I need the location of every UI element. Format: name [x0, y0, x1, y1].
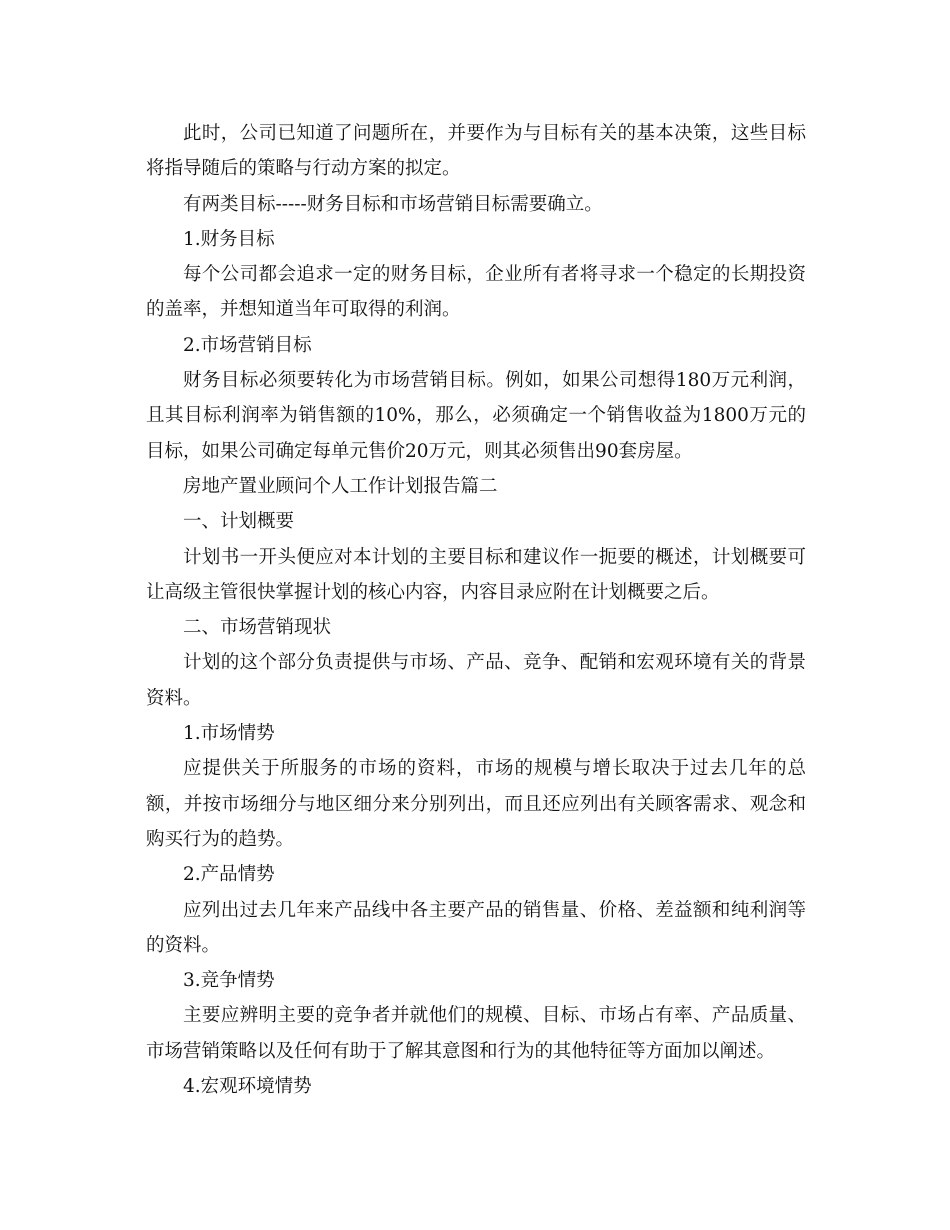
- heading-macro-environment: 4.宏观环境情势: [183, 1076, 312, 1098]
- paragraph-plan-summary: 计划书一开头便应对本计划的主要目标和建议作一扼要的概述，计划概要可让高级主管很快掌握计划的核心内容，内容目录应附在计划概要之后。: [146, 546, 806, 603]
- heading-market-situation: 1.市场情势: [183, 723, 275, 745]
- heading-marketing-status: 二、市场营销现状: [183, 617, 332, 639]
- paragraph-financial-goals: 每个公司都会追求一定的财务目标，企业所有者将寻求一个稳定的长期投资的盖率，并想知道当年可取得的利润。: [146, 264, 806, 321]
- paragraph-product-situation: 应列出过去几年来产品线中各主要产品的销售量、价格、差益额和纯利润等的资料。: [146, 899, 806, 956]
- paragraph-marketing-status: 计划的这个部分负责提供与市场、产品、竞争、配销和宏观环境有关的背景资料。: [146, 652, 806, 709]
- heading-competition-situation: 3.竞争情势: [183, 970, 275, 992]
- heading-plan-summary: 一、计划概要: [183, 511, 295, 533]
- heading-product-situation: 2.产品情势: [183, 864, 275, 886]
- paragraph-competition-situation: 主要应辨明主要的竞争者并就他们的规模、目标、市场占有率、产品质量、市场营销策略以及任何有助于了解其意图和行为的其他特征等方面加以阐述。: [146, 1005, 806, 1062]
- heading-marketing-goals: 2.市场营销目标: [183, 334, 312, 356]
- paragraph-intro-decision: 此时，公司已知道了问题所在，并要作为与目标有关的基本决策，这些目标将指导随后的策略与行动方案的拟定。: [146, 123, 806, 180]
- heading-financial-goals: 1.财务目标: [183, 228, 275, 250]
- paragraph-marketing-goals: 财务目标必须要转化为市场营销目标。例如，如果公司想得180万元利润，且其目标利润率为销售额的10%，那么，必须确定一个销售收益为1800万元的目标，如果公司确定每单元售价20万元，则其必须售出90套房屋。: [146, 370, 806, 462]
- paragraph-two-goal-types: 有两类目标-----财务目标和市场营销目标需要确立。: [183, 193, 603, 215]
- heading-report-part-two: 房地产置业顾问个人工作计划报告篇二: [183, 475, 498, 497]
- document-body: [146, 116, 806, 1104]
- paragraph-market-situation: 应提供关于所服务的市场的资料，市场的规模与增长取决于过去几年的总额，并按市场细分与地区细分来分别列出，而且还应列出有关顾客需求、观念和购买行为的趋势。: [146, 758, 806, 850]
